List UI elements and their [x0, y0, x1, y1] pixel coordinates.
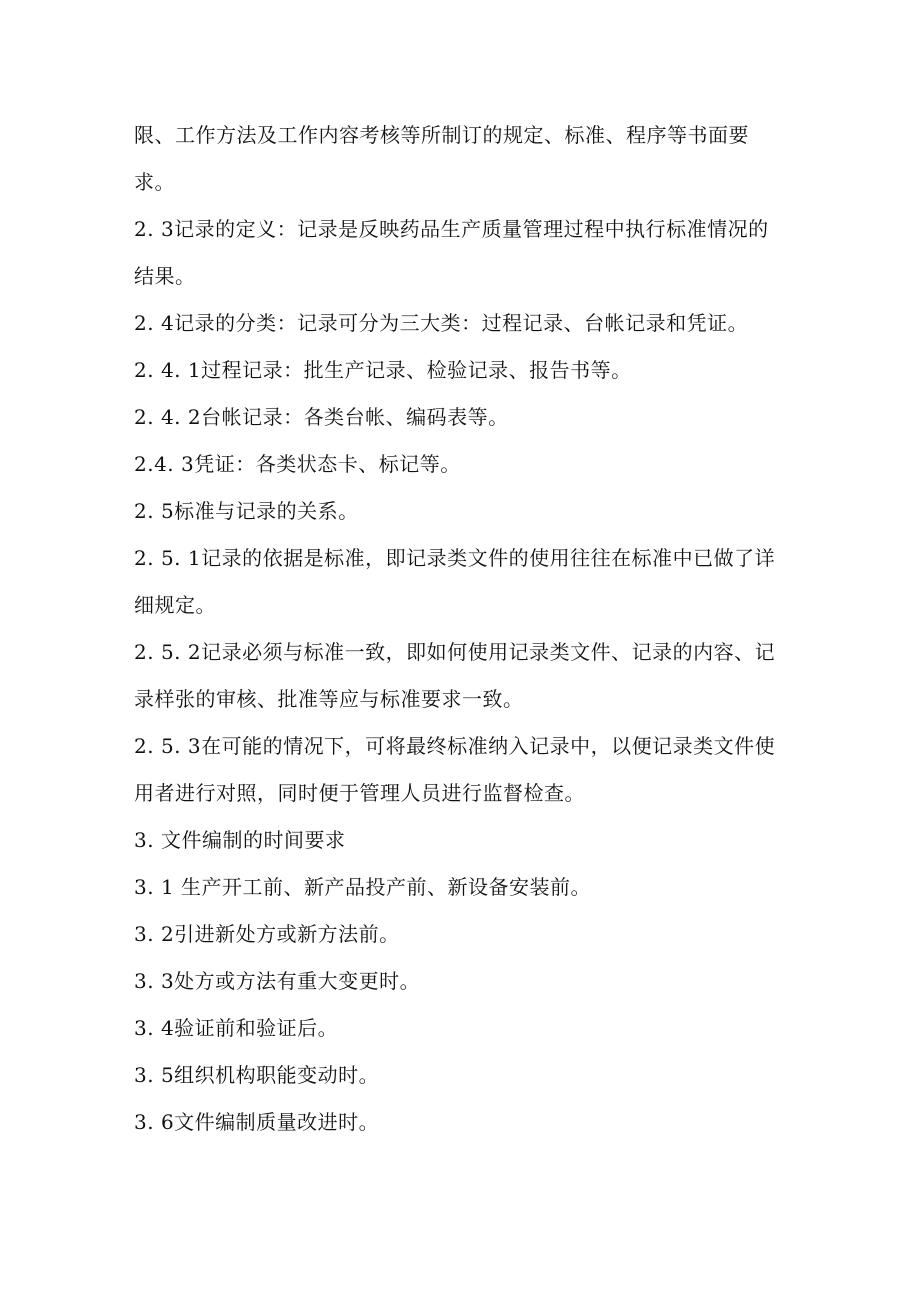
text-line: 2. 5. 3在可能的情况下，可将最终标准纳入记录中，以便记录类文件使: [134, 734, 776, 758]
text-line: 2. 4. 1过程记录：批生产记录、检验记录、报告书等。: [134, 358, 632, 382]
text-line: 求。: [134, 170, 175, 194]
document-body: [134, 112, 774, 1146]
text-line: 2. 3记录的定义：记录是反映药品生产质量管理过程中执行标准情况的: [134, 217, 769, 241]
text-line: 2. 5. 2记录必须与标准一致，即如何使用记录类文件、记录的内容、记: [134, 640, 776, 664]
text-line: 结果。: [134, 264, 196, 288]
text-line: 3. 2引进新处方或新方法前。: [134, 922, 400, 946]
text-line: 3. 3处方或方法有重大变更时。: [134, 969, 421, 993]
text-line: 2. 5. 1记录的依据是标准，即记录类文件的使用往往在标准中已做了详: [134, 546, 776, 570]
text-line: 2. 4. 2台帐记录：各类台帐、编码表等。: [134, 405, 509, 429]
text-line: 录样张的审核、批准等应与标准要求一致。: [134, 687, 524, 711]
text-line: 2. 5标准与记录的关系。: [134, 499, 359, 523]
text-line: 3. 1 生产开工前、新产品投产前、新设备安装前。: [134, 875, 592, 899]
text-line: 3. 5组织机构职能变动时。: [134, 1063, 380, 1087]
text-line: 2. 4记录的分类：记录可分为三大类：过程记录、台帐记录和凭证。: [134, 311, 749, 335]
text-line: 3. 4验证前和验证后。: [134, 1016, 339, 1040]
text-line: 用者进行对照，同时便于管理人员进行监督检查。: [134, 781, 585, 805]
section-heading: 3. 文件编制的时间要求: [134, 828, 346, 852]
text-line: 限、工作方法及工作内容考核等所制订的规定、标准、程序等书面要: [134, 123, 749, 147]
text-line: 3. 6文件编制质量改进时。: [134, 1110, 380, 1134]
text-line: 细规定。: [134, 593, 216, 617]
text-line: 2.4. 3凭证：各类状态卡、标记等。: [134, 452, 461, 476]
